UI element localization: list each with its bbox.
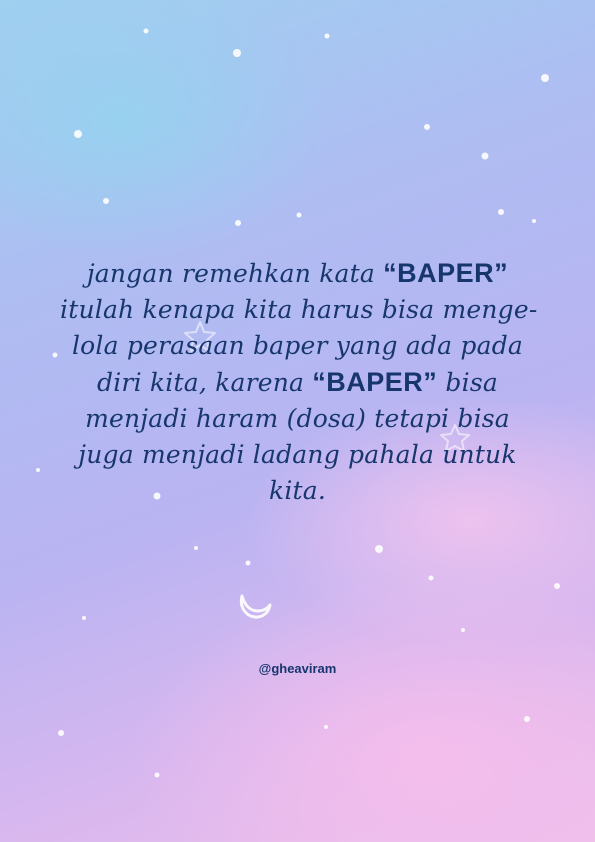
sparkle-dot-icon [554,583,560,589]
emphasis-word: “BAPER” [312,367,438,397]
sparkle-dot-icon [532,219,536,223]
quote-line: itulah kenapa kita harus bisa menge- [60,295,538,324]
sparkle-dot-icon [74,130,82,138]
emphasis-word: “BAPER” [383,258,509,288]
sparkle-dot-icon [144,29,149,34]
sparkle-dot-icon [325,34,330,39]
sparkle-dot-icon [58,730,64,736]
crescent-moon-icon [234,586,276,628]
quote-line: jangan remehkan kata “BAPER” [86,258,509,288]
sparkle-dot-icon [103,198,109,204]
quote-line: kita. [268,476,327,505]
quote-line: juga menjadi ladang pahala untuk [78,440,517,469]
sparkle-dot-icon [82,616,86,620]
quote-line: diri kita, karena “BAPER” bisa [97,367,498,397]
sparkle-dot-icon [498,209,504,215]
sparkle-dot-icon [297,213,302,218]
quote-line: menjadi haram (dosa) tetapi bisa [85,404,510,433]
author-handle: @gheaviram [258,661,337,676]
sparkle-dot-icon [233,49,241,57]
sparkle-dot-icon [194,546,198,550]
sparkle-dot-icon [429,576,434,581]
sparkle-dot-icon [53,353,58,358]
sparkle-dot-icon [246,561,251,566]
sparkle-dot-icon [461,628,465,632]
sparkle-dot-icon [324,725,328,729]
sparkle-dot-icon [235,220,241,226]
sparkle-dot-icon [541,74,549,82]
sparkle-dot-icon [482,153,489,160]
sparkle-dot-icon [36,468,40,472]
sparkle-dot-icon [375,545,383,553]
quote-text [60,255,538,509]
sparkle-dot-icon [524,716,530,722]
sparkle-dot-icon [155,773,160,778]
sparkle-dot-icon [424,124,430,130]
quote-line: lola perasaan baper yang ada pada [71,331,524,360]
